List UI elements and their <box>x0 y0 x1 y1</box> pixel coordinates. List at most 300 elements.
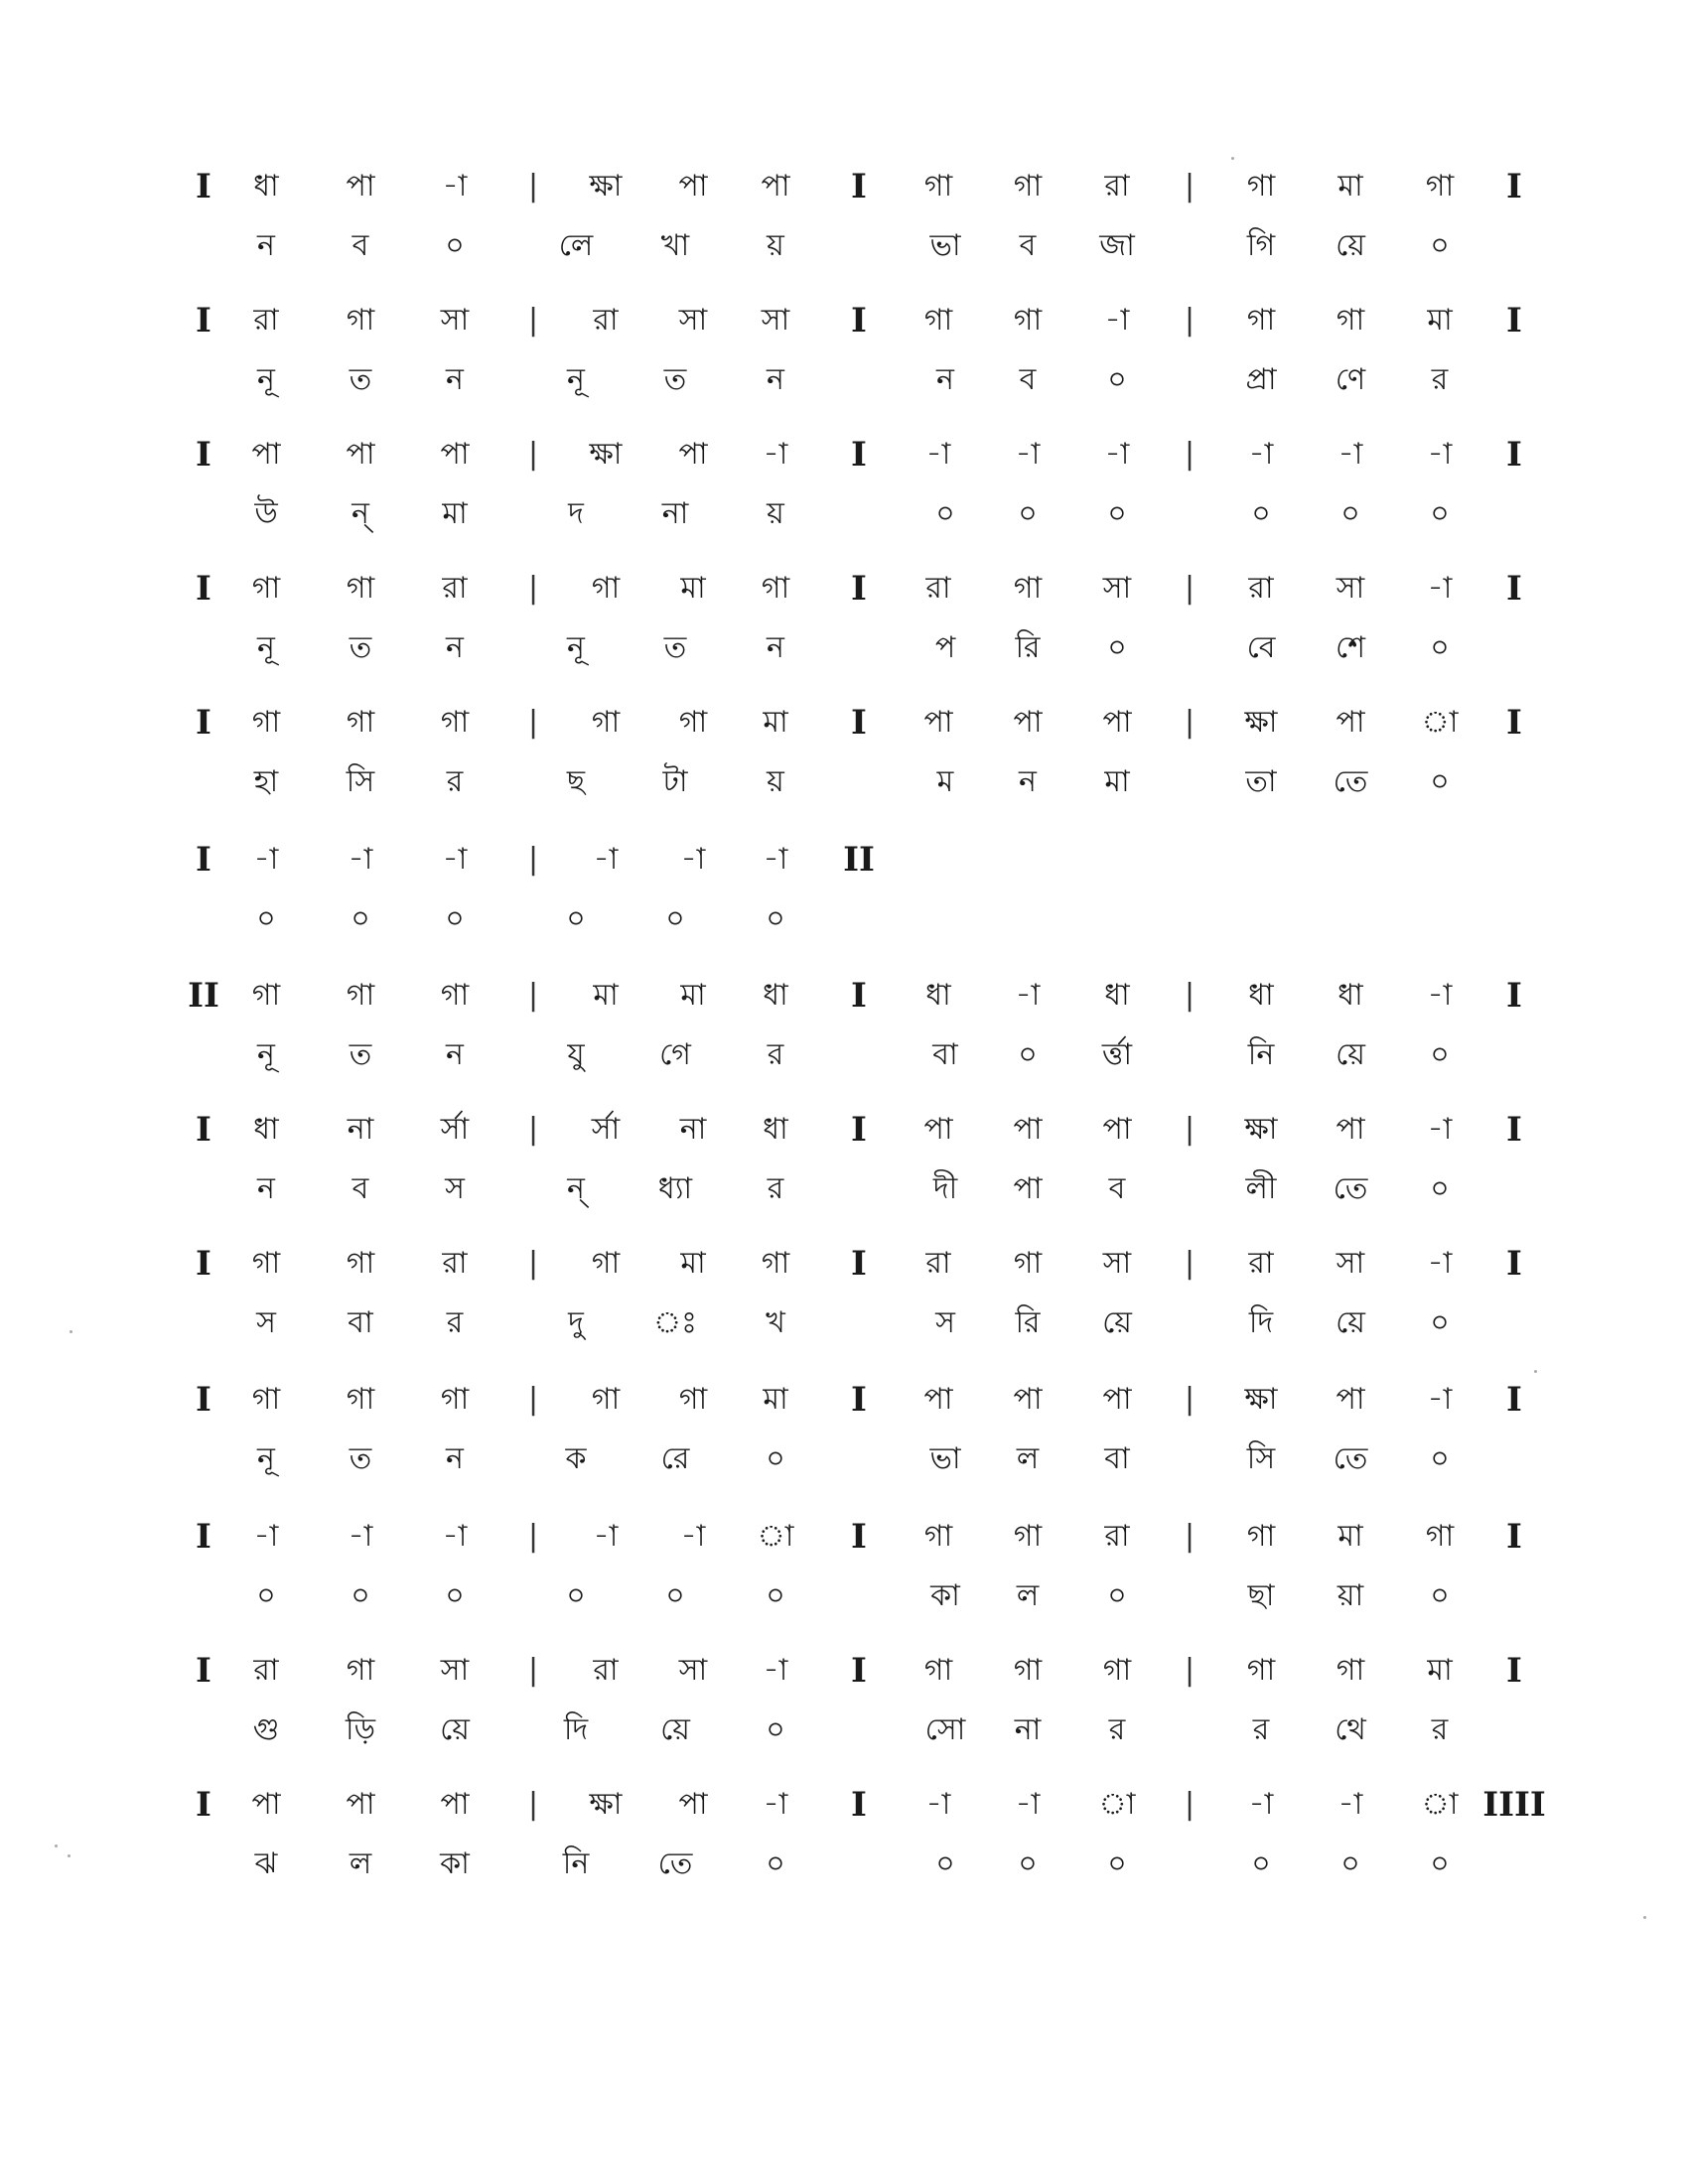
lyric-syllable: ত <box>349 1441 372 1476</box>
lyric-line-9 <box>0 1305 1688 1369</box>
lyric-syllable: ন <box>767 362 784 397</box>
lyric-syllable: র <box>1108 1712 1126 1747</box>
note-cell: -া <box>442 842 468 877</box>
note-line-4 <box>0 571 1688 634</box>
note-cell: মা <box>1337 1519 1363 1554</box>
lyric-syllable: ভা <box>929 228 961 263</box>
note-cell: মা <box>680 571 706 606</box>
barline: | <box>1184 1112 1196 1147</box>
barline: I <box>851 1110 867 1150</box>
lyric-syllable: ন <box>767 630 784 665</box>
barline: I <box>851 569 867 609</box>
note-line-1 <box>0 169 1688 232</box>
barline: I <box>196 1244 211 1284</box>
lyric-syllable: ব <box>1108 1171 1126 1206</box>
note-cell: গা <box>251 705 281 740</box>
note-cell: গা <box>251 978 281 1013</box>
note-cell: রা <box>1104 169 1130 204</box>
barline: | <box>1184 1653 1196 1688</box>
lyric-syllable: দী <box>932 1171 958 1206</box>
lyric-syllable: বে <box>1246 630 1276 665</box>
note-cell: গা <box>346 1382 375 1417</box>
note-cell: গা <box>1425 1519 1455 1554</box>
barline: | <box>527 978 539 1013</box>
note-cell: সা <box>440 1653 470 1688</box>
lyric-syllable: ব <box>1019 228 1037 263</box>
lyric-syllable: য়ে <box>1102 1305 1132 1340</box>
note-line-10 <box>0 1382 1688 1445</box>
lyric-syllable: ব <box>352 1171 369 1206</box>
lyric-syllable: খা <box>660 228 690 263</box>
note-line-6 <box>0 842 1688 905</box>
note-cell: গা <box>591 1246 621 1281</box>
note-cell: -া <box>1337 437 1363 472</box>
note-cell: ধা <box>1104 978 1130 1013</box>
lyric-line-8 <box>0 1171 1688 1235</box>
note-cell: মা <box>1427 303 1453 338</box>
note-cell: সা <box>1102 1246 1132 1281</box>
lyric-syllable: ০ <box>935 496 955 531</box>
barline: I <box>196 301 211 341</box>
barline: I <box>1506 1380 1522 1420</box>
note-cell: -া <box>763 437 788 472</box>
note-cell: -া <box>1427 571 1453 606</box>
note-cell: রা <box>593 303 619 338</box>
note-cell: সা <box>1102 571 1132 606</box>
lyric-syllable: ০ <box>1430 1441 1450 1476</box>
lyric-syllable: নূ <box>257 1441 275 1476</box>
lyric-syllable: ০ <box>1430 630 1450 665</box>
barline: IIII <box>1482 1785 1546 1825</box>
barline: I <box>1506 1517 1522 1557</box>
note-cell: া <box>1421 1787 1459 1822</box>
lyric-syllable: ০ <box>1430 1846 1450 1881</box>
note-cell: -া <box>763 1787 788 1822</box>
barline: | <box>1184 978 1196 1013</box>
lyric-line-5 <box>0 764 1688 828</box>
note-cell: গা <box>923 1653 953 1688</box>
barline: | <box>527 1112 539 1147</box>
lyric-line-11 <box>0 1578 1688 1642</box>
note-cell: গা <box>678 1382 708 1417</box>
note-cell: পা <box>346 1787 375 1822</box>
lyric-syllable: য় <box>767 228 784 263</box>
lyric-syllable: ০ <box>766 901 785 936</box>
lyric-syllable: ০ <box>1430 228 1450 263</box>
note-cell: পা <box>1336 1112 1365 1147</box>
lyric-syllable: নি <box>1247 1037 1275 1072</box>
lyric-syllable: কা <box>440 1846 470 1881</box>
lyric-syllable: মা <box>442 496 468 531</box>
lyric-syllable: নূ <box>257 362 275 397</box>
lyric-syllable: ০ <box>1018 1846 1038 1881</box>
lyric-syllable: ম <box>936 764 954 799</box>
lyric-syllable: র <box>446 1305 464 1340</box>
note-cell: মা <box>593 978 619 1013</box>
lyric-syllable: য়ে <box>1336 1037 1365 1072</box>
note-cell: পা <box>1102 1112 1132 1147</box>
lyric-syllable: র <box>1431 1712 1449 1747</box>
lyric-syllable: র <box>767 1171 784 1206</box>
barline: I <box>1506 569 1522 609</box>
lyric-syllable: ০ <box>256 901 276 936</box>
barline: I <box>851 976 867 1016</box>
note-line-11 <box>0 1519 1688 1582</box>
note-cell: পা <box>923 1382 953 1417</box>
barline: | <box>527 842 539 877</box>
lyric-syllable: রি <box>1015 1305 1041 1340</box>
barline: I <box>196 1110 211 1150</box>
note-cell: মা <box>1337 169 1363 204</box>
barline: | <box>527 437 539 472</box>
note-cell: মা <box>1427 1653 1453 1688</box>
note-cell: গা <box>1246 1653 1276 1688</box>
lyric-syllable: সি <box>1246 1441 1276 1476</box>
note-cell: -া <box>680 842 706 877</box>
note-line-12 <box>0 1653 1688 1716</box>
note-cell: না <box>347 1112 374 1147</box>
lyric-syllable: ছা <box>1247 1578 1275 1613</box>
note-cell: -া <box>1015 437 1041 472</box>
note-cell: পা <box>678 1787 708 1822</box>
lyric-syllable: ০ <box>766 1712 785 1747</box>
lyric-syllable: ন <box>446 1037 464 1072</box>
lyric-line-4 <box>0 630 1688 694</box>
note-cell: -া <box>680 1519 706 1554</box>
note-cell: পা <box>1013 1382 1043 1417</box>
note-cell: গা <box>1246 303 1276 338</box>
lyric-syllable: ত <box>663 362 687 397</box>
note-cell: গা <box>251 1382 281 1417</box>
lyric-syllable: ০ <box>445 228 465 263</box>
scan-speck <box>68 1854 70 1857</box>
note-cell: ক্ষা <box>1244 705 1278 740</box>
lyric-syllable: ০ <box>1107 1578 1127 1613</box>
lyric-syllable: ল <box>349 1846 372 1881</box>
lyric-syllable: রে <box>660 1441 690 1476</box>
note-cell: ধা <box>763 978 788 1013</box>
note-cell: ধা <box>763 1112 788 1147</box>
barline: I <box>851 167 867 206</box>
lyric-syllable: রি <box>1015 630 1041 665</box>
lyric-syllable: ছ <box>566 764 586 799</box>
note-cell: মা <box>763 1382 788 1417</box>
note-cell: গা <box>1013 169 1043 204</box>
note-cell: মা <box>680 1246 706 1281</box>
note-cell: মা <box>680 978 706 1013</box>
scan-speck <box>70 1330 72 1333</box>
note-cell: সা <box>440 303 470 338</box>
lyric-syllable: উ <box>254 496 278 531</box>
lyric-syllable: র <box>767 1037 784 1072</box>
lyric-syllable: ০ <box>566 901 586 936</box>
barline: | <box>1184 169 1196 204</box>
lyric-syllable: জা <box>1099 228 1135 263</box>
scan-speck <box>1231 157 1234 160</box>
lyric-syllable: য়ে <box>660 1712 690 1747</box>
note-cell: রা <box>1248 1246 1274 1281</box>
note-cell: পা <box>678 169 708 204</box>
lyric-syllable: মা <box>1104 764 1130 799</box>
barline: | <box>527 1653 539 1688</box>
note-cell: ধা <box>1248 978 1274 1013</box>
note-cell: রা <box>593 1653 619 1688</box>
note-cell: পা <box>440 437 470 472</box>
barline: I <box>196 1380 211 1420</box>
lyric-syllable: ন <box>257 1171 275 1206</box>
note-cell: গা <box>440 705 470 740</box>
lyric-syllable: র <box>446 764 464 799</box>
lyric-syllable: ড়ি <box>345 1712 376 1747</box>
lyric-syllable: ন <box>257 228 275 263</box>
note-cell: া <box>1421 705 1459 740</box>
note-cell: -া <box>1248 1787 1274 1822</box>
note-cell: -া <box>593 1519 619 1554</box>
note-cell: -া <box>1427 437 1453 472</box>
lyric-syllable: ত <box>349 1037 372 1072</box>
lyric-syllable: পা <box>1013 1171 1043 1206</box>
note-cell: -া <box>1015 978 1041 1013</box>
lyric-syllable: গু <box>252 1712 280 1747</box>
lyric-syllable: নূ <box>567 362 585 397</box>
scan-speck <box>55 1844 58 1847</box>
lyric-syllable: ০ <box>1430 1305 1450 1340</box>
lyric-syllable: ০ <box>1018 496 1038 531</box>
note-line-3 <box>0 437 1688 500</box>
note-cell: গা <box>346 571 375 606</box>
lyric-syllable: য়ে <box>1336 1305 1365 1340</box>
note-cell: গা <box>251 571 281 606</box>
barline: I <box>851 1785 867 1825</box>
note-cell: র্সা <box>440 1112 470 1147</box>
lyric-syllable: বা <box>932 1037 958 1072</box>
note-cell: গা <box>346 705 375 740</box>
barline: | <box>527 571 539 606</box>
lyric-syllable: টা <box>662 764 688 799</box>
scan-speck <box>1534 1370 1537 1373</box>
barline: I <box>196 569 211 609</box>
note-cell: রা <box>1248 571 1274 606</box>
lyric-syllable: ০ <box>1107 630 1127 665</box>
note-cell: গা <box>1013 571 1043 606</box>
lyric-syllable: স <box>935 1305 955 1340</box>
lyric-syllable: লে <box>558 228 594 263</box>
lyric-syllable: য়ে <box>1336 228 1365 263</box>
note-cell: গা <box>1013 1519 1043 1554</box>
lyric-syllable: স <box>256 1305 276 1340</box>
note-cell: রা <box>442 571 468 606</box>
lyric-syllable: ন <box>446 1441 464 1476</box>
lyric-syllable: ০ <box>665 1578 685 1613</box>
note-cell: গা <box>346 1653 375 1688</box>
lyric-line-10 <box>0 1441 1688 1505</box>
lyric-syllable: ০ <box>1340 496 1360 531</box>
barline: I <box>196 1517 211 1557</box>
lyric-syllable: দু <box>568 1305 584 1340</box>
lyric-syllable: তে <box>657 1846 693 1881</box>
lyric-syllable: তে <box>1333 764 1368 799</box>
lyric-syllable: ল <box>1016 1578 1040 1613</box>
note-cell: ক্ষা <box>1244 1382 1278 1417</box>
barline: I <box>851 435 867 475</box>
note-cell: রা <box>1104 1519 1130 1554</box>
note-cell: গা <box>1246 169 1276 204</box>
note-cell: পা <box>761 169 790 204</box>
lyric-syllable: ভা <box>929 1441 961 1476</box>
note-cell: পা <box>678 437 708 472</box>
note-cell: গা <box>1336 1653 1365 1688</box>
note-cell: -া <box>1427 1246 1453 1281</box>
barline: I <box>851 1380 867 1420</box>
lyric-syllable: স <box>445 1171 465 1206</box>
lyric-syllable: দি <box>1248 1305 1274 1340</box>
note-cell: া <box>1098 1787 1136 1822</box>
note-cell: পা <box>440 1787 470 1822</box>
note-line-2 <box>0 303 1688 366</box>
barline: I <box>851 1517 867 1557</box>
barline: I <box>851 1244 867 1284</box>
lyric-syllable: তে <box>1333 1171 1368 1206</box>
barline: I <box>851 301 867 341</box>
lyric-syllable: ত <box>349 362 372 397</box>
lyric-syllable: কা <box>930 1578 960 1613</box>
lyric-syllable: য়া <box>1336 1578 1364 1613</box>
lyric-syllable: ০ <box>766 1578 785 1613</box>
note-cell: ক্ষা <box>589 437 623 472</box>
lyric-syllable: প্রা <box>1245 362 1277 397</box>
lyric-line-1 <box>0 228 1688 292</box>
note-line-5 <box>0 705 1688 768</box>
note-cell: -া <box>1337 1787 1363 1822</box>
barline: | <box>527 1382 539 1417</box>
note-cell: মা <box>763 705 788 740</box>
barline: I <box>196 840 211 880</box>
note-cell: ক্ষা <box>589 169 623 204</box>
lyric-syllable: না <box>1014 1712 1042 1747</box>
lyric-syllable: নি <box>562 1846 590 1881</box>
note-cell: র্সা <box>591 1112 621 1147</box>
note-cell: -া <box>253 842 279 877</box>
lyric-syllable: দি <box>563 1712 589 1747</box>
lyric-syllable: য়ে <box>440 1712 470 1747</box>
lyric-syllable: ০ <box>766 1441 785 1476</box>
lyric-syllable: ০ <box>1430 1037 1450 1072</box>
note-line-13 <box>0 1787 1688 1850</box>
lyric-syllable: র্ত্তা <box>1101 1037 1133 1072</box>
note-cell: -া <box>1427 1112 1453 1147</box>
lyric-syllable: ল <box>1016 1441 1040 1476</box>
barline: I <box>196 1651 211 1691</box>
note-cell: গা <box>923 1519 953 1554</box>
note-cell: -া <box>925 1787 951 1822</box>
note-cell: -া <box>1015 1787 1041 1822</box>
note-cell: গা <box>591 571 621 606</box>
barline: | <box>1184 1519 1196 1554</box>
lyric-syllable: দ <box>568 496 584 531</box>
lyric-syllable: ০ <box>1107 496 1127 531</box>
barline: I <box>1506 301 1522 341</box>
barline: I <box>1506 167 1522 206</box>
lyric-syllable: ঝ <box>254 1846 278 1881</box>
lyric-syllable: নূ <box>567 630 585 665</box>
lyric-syllable: ত <box>349 630 372 665</box>
barline: | <box>1184 571 1196 606</box>
barline: I <box>196 435 211 475</box>
lyric-syllable: র <box>1252 1712 1270 1747</box>
note-cell: গা <box>761 571 790 606</box>
lyric-syllable: ০ <box>445 1578 465 1613</box>
note-line-8 <box>0 1112 1688 1175</box>
note-cell: পা <box>251 1787 281 1822</box>
lyric-syllable: ব <box>352 228 369 263</box>
note-cell: রা <box>253 1653 279 1688</box>
barline: | <box>1184 303 1196 338</box>
barline: I <box>196 703 211 743</box>
lyric-syllable: ০ <box>1018 1037 1038 1072</box>
barline: | <box>527 1519 539 1554</box>
note-cell: গা <box>346 1246 375 1281</box>
lyric-syllable: ০ <box>566 1578 586 1613</box>
lyric-syllable: তে <box>1333 1441 1368 1476</box>
note-cell: গা <box>1013 1246 1043 1281</box>
lyric-syllable: নূ <box>257 1037 275 1072</box>
lyric-syllable: হা <box>253 764 279 799</box>
note-cell: গা <box>1246 1519 1276 1554</box>
note-cell: গা <box>591 705 621 740</box>
lyric-syllable: ০ <box>766 1846 785 1881</box>
barline: | <box>527 705 539 740</box>
lyric-syllable: তা <box>1245 764 1277 799</box>
lyric-syllable: ন <box>936 362 954 397</box>
barline: I <box>1506 435 1522 475</box>
note-cell: -া <box>348 1519 373 1554</box>
note-cell: -া <box>442 169 468 204</box>
note-line-9 <box>0 1246 1688 1309</box>
lyric-syllable: ঃ <box>652 1305 698 1340</box>
lyric-syllable: না <box>661 496 689 531</box>
lyric-line-13 <box>0 1846 1688 1910</box>
lyric-syllable: সো <box>924 1712 966 1747</box>
note-cell: রা <box>253 303 279 338</box>
note-cell: গা <box>346 978 375 1013</box>
note-cell: -া <box>442 1519 468 1554</box>
note-cell: া <box>757 1519 794 1554</box>
lyric-syllable: প <box>934 630 956 665</box>
barline: I <box>851 1651 867 1691</box>
note-cell: গা <box>1013 303 1043 338</box>
note-cell: গা <box>761 1246 790 1281</box>
lyric-syllable: ব <box>1019 362 1037 397</box>
lyric-syllable: শে <box>1336 630 1365 665</box>
note-cell: পা <box>1336 1382 1365 1417</box>
note-cell: গা <box>1102 1653 1132 1688</box>
note-cell: পা <box>346 437 375 472</box>
lyric-syllable: থে <box>1335 1712 1366 1747</box>
lyric-syllable: সি <box>346 764 375 799</box>
lyric-syllable: ন <box>1019 764 1037 799</box>
note-cell: গা <box>1425 169 1455 204</box>
note-cell: গা <box>678 705 708 740</box>
lyric-syllable: ০ <box>351 901 370 936</box>
lyric-syllable: নূ <box>257 630 275 665</box>
lyric-syllable: গে <box>659 1037 691 1072</box>
note-cell: -া <box>1427 1382 1453 1417</box>
note-cell: রা <box>442 1246 468 1281</box>
lyric-syllable: ০ <box>1430 1578 1450 1613</box>
note-cell: -া <box>925 437 951 472</box>
note-cell: -া <box>1104 437 1130 472</box>
lyric-syllable: বা <box>348 1305 373 1340</box>
